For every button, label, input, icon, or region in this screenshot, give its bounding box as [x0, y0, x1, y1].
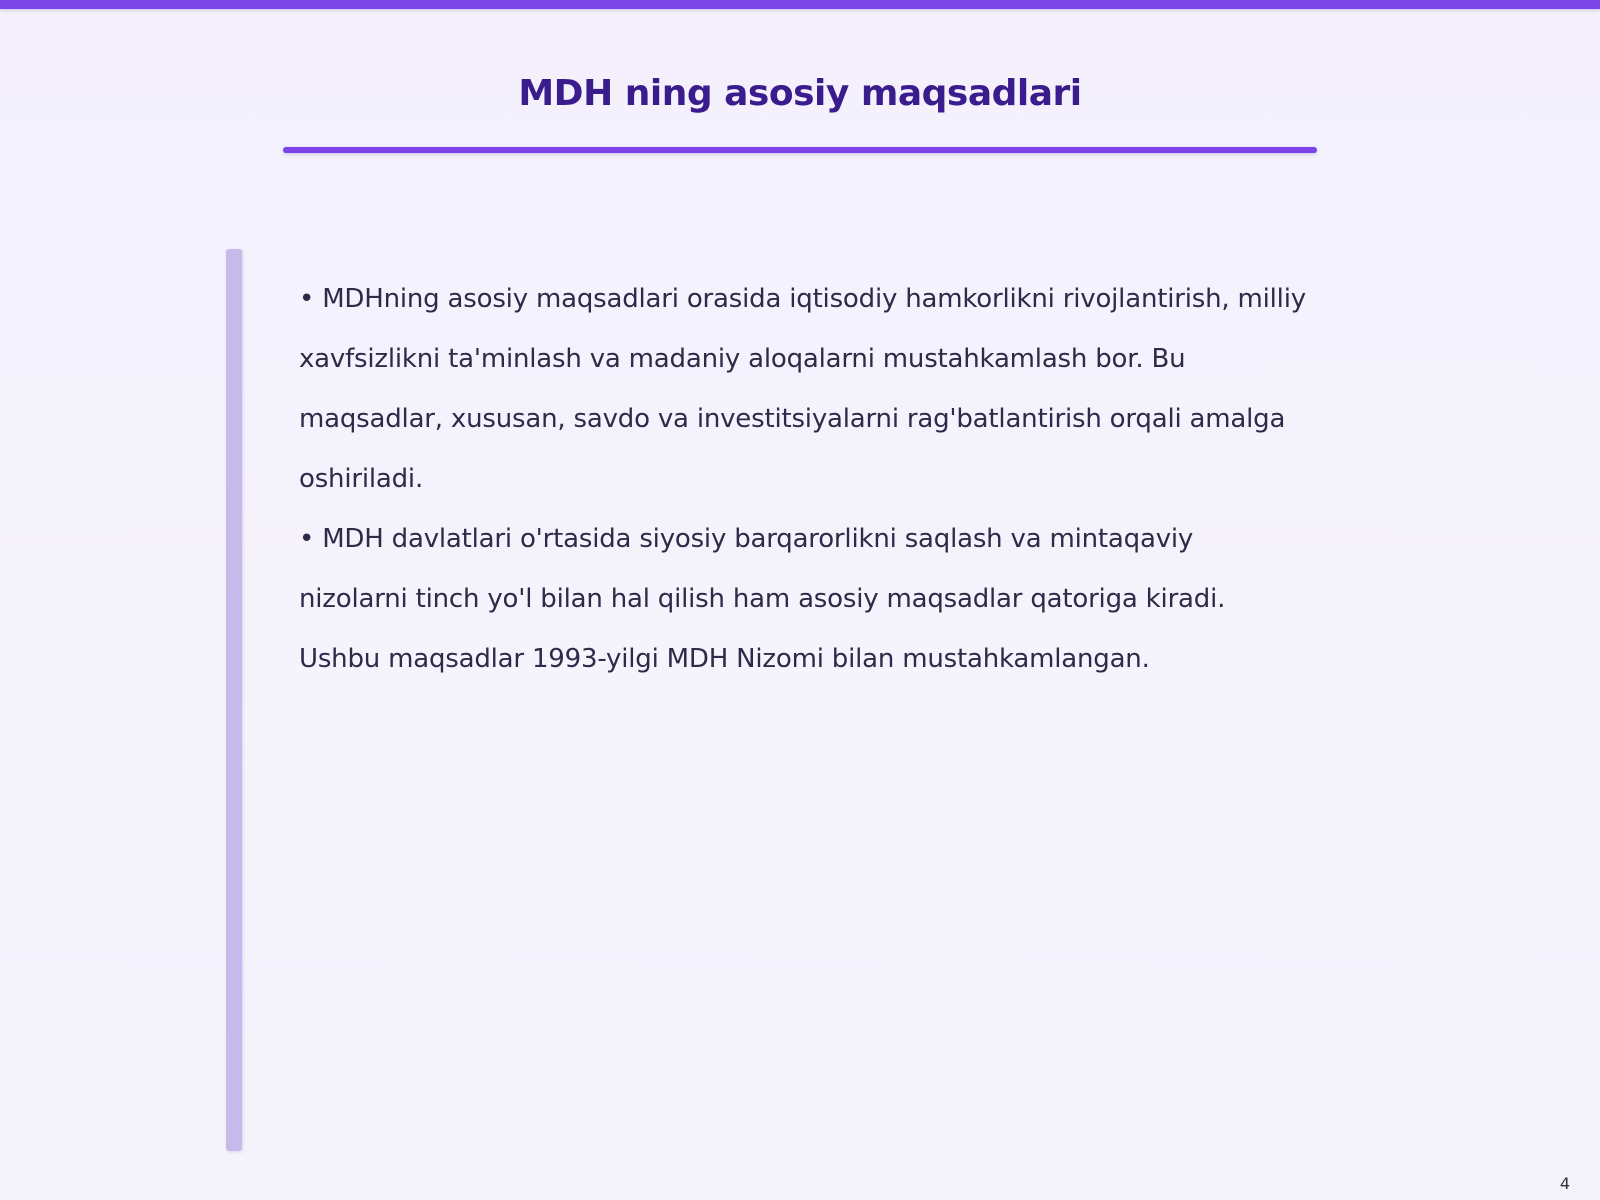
title-underline — [283, 147, 1317, 153]
content-accent-bar — [226, 249, 242, 1151]
slide-title: MDH ning asosiy maqsadlari — [518, 73, 1082, 114]
page-number: 4 — [1559, 1174, 1570, 1193]
top-accent-bar — [0, 0, 1600, 9]
bullet-paragraph: • MDH davlatlari o'rtasida siyosiy barqarorlikni saqlash va mintaqaviy nizolarni tinch yo'l bilan hal qilish ham asosiy maqsadlar qatoriga kiradi. Ushbu maqsadlar 1993-yilgi MDH Nizomi bilan mustahkamlangan. — [299, 524, 1226, 674]
content-body — [299, 269, 1309, 689]
bullet-paragraph: • MDHning asosiy maqsadlari orasida iqtisodiy hamkorlikni rivojlantirish, milliy xavfsizlikni ta'minlash va madaniy aloqalarni mustahkamlash bor. Bu maqsadlar, xususan, savdo va investitsiyalarni rag'batlantirish orqali amalga oshiriladi. — [299, 284, 1306, 494]
